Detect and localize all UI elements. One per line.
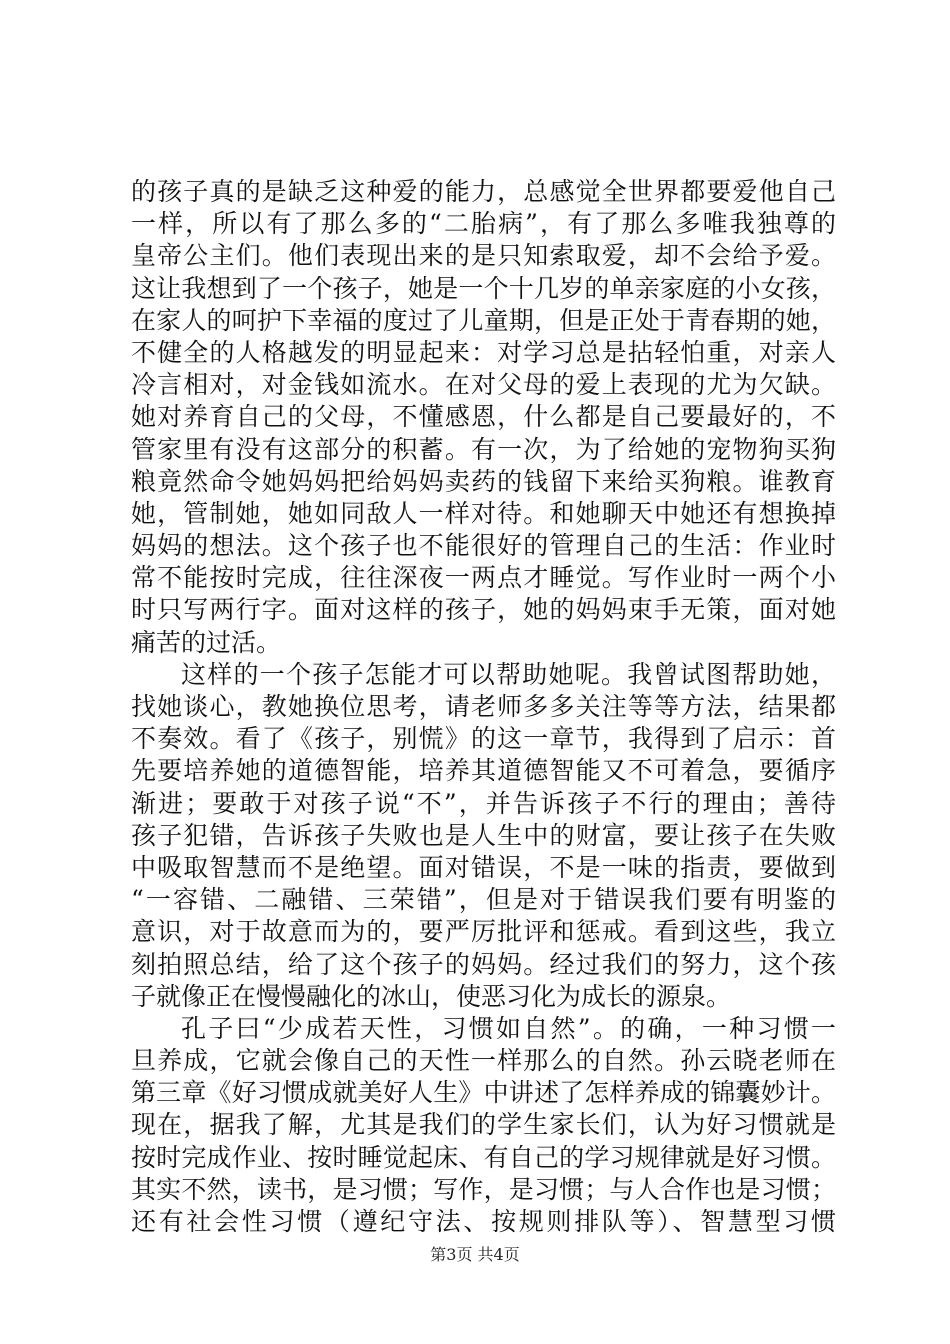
text-line: 按时完成作业、按时睡觉起床、有自己的学习规律就是好习惯。 <box>131 1142 836 1172</box>
text-line: 的孩子真的是缺乏这种爱的能力，总感觉全世界都要爱他自己 <box>131 177 836 206</box>
text-line: 她对养育自己的父母，不懂感恩，什么都是自己要最好的，不 <box>131 402 836 432</box>
text-line: 常不能按时完成，往往深夜一两点才睡觉。写作业时一两个小 <box>131 563 836 593</box>
text-line: 其实不然，读书，是习惯；写作，是习惯；与人合作也是习惯； <box>131 1174 836 1204</box>
text-line: 现在，据我了解，尤其是我们的学生家长们，认为好习惯就是 <box>131 1110 836 1140</box>
text-line: 意识，对于故意而为的，要严厉批评和惩戒。看到这些，我立 <box>131 917 836 947</box>
text-line: 她，管制她，她如同敌人一样对待。和她聊天中她还有想换掉 <box>131 498 836 528</box>
text-line: 这让我想到了一个孩子，她是一个十几岁的单亲家庭的小女孩， <box>131 273 836 303</box>
text-line: 管家里有没有这部分的积蓄。有一次，为了给她的宠物狗买狗 <box>131 434 836 464</box>
text-line: 孩子犯错，告诉孩子失败也是人生中的财富，要让孩子在失败 <box>131 820 836 850</box>
text-line: 旦养成，它就会像自己的天性一样那么的自然。孙云晓老师在 <box>131 1046 836 1076</box>
page-footer: 第3页 共4页 <box>430 1245 520 1264</box>
text-line: 粮竟然命令她妈妈把给妈妈卖药的钱留下来给买狗粮。谁教育 <box>131 466 836 496</box>
text-line: 还有社会性习惯（遵纪守法、按规则排队等）、智慧型习惯 <box>131 1207 836 1236</box>
text-line: “一容错、二融错、三荣错”，但是对于错误我们要有明鉴的 <box>131 885 836 915</box>
text-line: 痛苦的过活。 <box>131 627 282 657</box>
text-line: 妈妈的想法。这个孩子也不能很好的管理自己的生活：作业时 <box>131 531 836 561</box>
text-line: 渐进；要敢于对孩子说“不”，并告诉孩子不行的理由；善待 <box>131 788 836 818</box>
text-line: 在家人的呵护下幸福的度过了儿童期，但是正处于青春期的她， <box>131 305 836 335</box>
text-line: 不健全的人格越发的明显起来：对学习总是拈轻怕重，对亲人 <box>131 337 836 367</box>
text-line: 一样，所以有了那么多的“二胎病”，有了那么多唯我独尊的 <box>131 209 836 239</box>
text-line: 这样的一个孩子怎能才可以帮助她呢。我曾试图帮助她， <box>181 659 836 689</box>
text-line: 皇帝公主们。他们表现出来的是只知索取爱，却不会给予爱。 <box>131 241 836 271</box>
text-line: 刻拍照总结，给了这个孩子的妈妈。经过我们的努力，这个孩 <box>131 949 836 979</box>
text-line: 子就像正在慢慢融化的冰山，使恶习化为成长的源泉。 <box>131 981 732 1011</box>
text-line: 冷言相对，对金钱如流水。在对父母的爱上表现的尤为欠缺。 <box>131 370 836 400</box>
text-line: 孔子曰“少成若天性，习惯如自然”。的确，一种习惯一 <box>181 1013 836 1043</box>
body-text <box>131 176 836 1238</box>
text-line: 先要培养她的道德智能，培养其道德智能又不可着急，要循序 <box>131 756 836 786</box>
text-line: 不奏效。看了《孩子，别慌》的这一章节，我得到了启示：首 <box>131 724 836 754</box>
text-line: 第三章《好习惯成就美好人生》中讲述了怎样养成的锦囊妙计。 <box>131 1078 836 1108</box>
text-line: 时只写两行字。面对这样的孩子，她的妈妈束手无策，面对她 <box>131 595 836 625</box>
text-line: 中吸取智慧而不是绝望。面对错误，不是一味的指责，要做到 <box>131 852 836 882</box>
text-line: 找她谈心，教她换位思考，请老师多多关注等等方法，结果都 <box>131 692 836 721</box>
